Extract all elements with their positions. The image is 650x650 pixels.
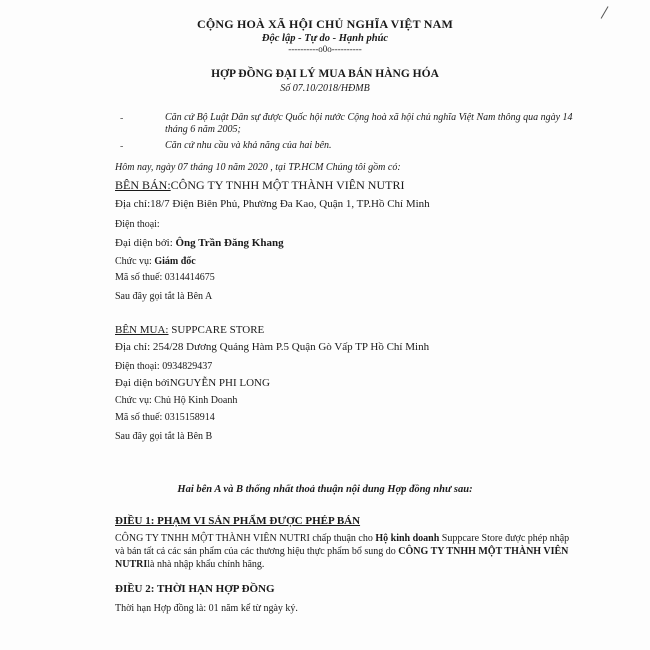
party-b-name: SUPPCARE STORE (171, 324, 265, 336)
party-a-address: Địa chỉ:18/7 Điện Biên Phủ, Phường Đa Kao, Quận 1, TP.Hồ Chí Minh (115, 198, 430, 210)
party-a-tax-code: Mã số thuế: 0314414675 (115, 272, 215, 283)
article-1-text-a: CÔNG TY TNHH MỘT THÀNH VIÊN NUTRI chấp thuận cho (115, 533, 376, 544)
party-b-position: Chức vụ: Chủ Hộ Kinh Doanh (115, 395, 238, 406)
party-a-alias: Sau đây gọi tắt là Bên A (115, 291, 213, 302)
party-b-rep-name: NGUYỄN PHI LONG (169, 377, 270, 389)
party-b-phone: Điện thoại: 0934829437 (115, 361, 213, 372)
party-a-label: BÊN BÁN: (115, 178, 171, 192)
party-b-address: Địa chỉ: 254/28 Dương Quảng Hàm P.5 Quận Gò Vấp TP Hồ Chí Minh (115, 341, 430, 353)
party-b-label: BÊN MUA: (115, 324, 169, 336)
agreement-statement: Hai bên A và B thống nhất thoả thuận nội dung Hợp đồng như sau: (177, 484, 473, 495)
party-b-alias: Sau đây gọi tắt là Bên B (115, 431, 213, 442)
party-a-rep-name: Ông Trần Đăng Khang (175, 237, 284, 249)
article-2-title: ĐIỀU 2: THỜI HẠN HỢP ĐỒNG (115, 583, 275, 595)
party-a-heading (115, 178, 404, 193)
legal-basis-1: Căn cứ Bộ Luật Dân sự được Quốc hội nước Cộng hoà xã hội chủ nghĩa Việt Nam thông qua ngày 14 tháng 6 năm 2005; (165, 112, 573, 135)
party-b-heading (115, 324, 264, 336)
party-a-position (115, 256, 196, 267)
article-1-text-e: là nhà nhập khẩu chính hãng. (147, 559, 265, 570)
bullet-marker: - (120, 113, 124, 124)
party-a-name: CÔNG TY TNHH MỘT THÀNH VIÊN NUTRI (170, 178, 405, 192)
party-a-position-value: Giám đốc (154, 256, 196, 267)
party-a-rep-label: Đại diện bởi: (115, 237, 173, 249)
motto: Độc lập - Tự do - Hạnh phúc (261, 33, 389, 44)
party-a-position-label: Chức vụ: (115, 256, 152, 267)
contract-number: Số 07.10/2018/HĐMB (280, 83, 370, 94)
article-1-title (115, 515, 360, 527)
legal-basis-2: Căn cứ nhu cầu và khả năng của hai bên. (165, 140, 332, 151)
article-1-household-business: Hộ kinh doanh (375, 533, 440, 544)
article-2-body: Thời hạn Hợp đồng là: 01 năm kể từ ngày ký. (115, 603, 298, 614)
country-heading: CỘNG HOÀ XÃ HỘI CHỦ NGHĨA VIỆT NAM (196, 17, 454, 31)
intro-line: Hôm nay, ngày 07 tháng 10 năm 2020 , tại TP.HCM Chúng tôi gồm có: (115, 162, 401, 173)
header-separator: ----------o0o---------- (288, 44, 362, 54)
party-a-phone: Điện thoại: (115, 219, 160, 230)
article-1-title-text: ĐIỀU 1: PHẠM VI SẢN PHẨM ĐƯỢC PHÉP BÁN (115, 515, 361, 527)
contract-title: HỢP ĐỒNG ĐẠI LÝ MUA BÁN HÀNG HÓA (211, 68, 439, 80)
article-1-body (115, 532, 575, 571)
party-b-tax-code: Mã số thuế: 0315158914 (115, 412, 215, 423)
bullet-marker: - (120, 141, 124, 152)
party-b-rep-label: Đại diện bởi (115, 377, 170, 389)
party-a-representative (115, 237, 284, 249)
article-1-text-c: Suppcare Store được phép nhập và bán tất cả các sản phẩm của các thương hiệu thực phẩm bổ sung do (115, 533, 570, 557)
corner-pen-mark (589, 0, 609, 19)
party-b-representative (115, 377, 270, 389)
article-1-company-name: CÔNG TY TNHH MỘT THÀNH VIÊN NUTRI (115, 546, 569, 570)
